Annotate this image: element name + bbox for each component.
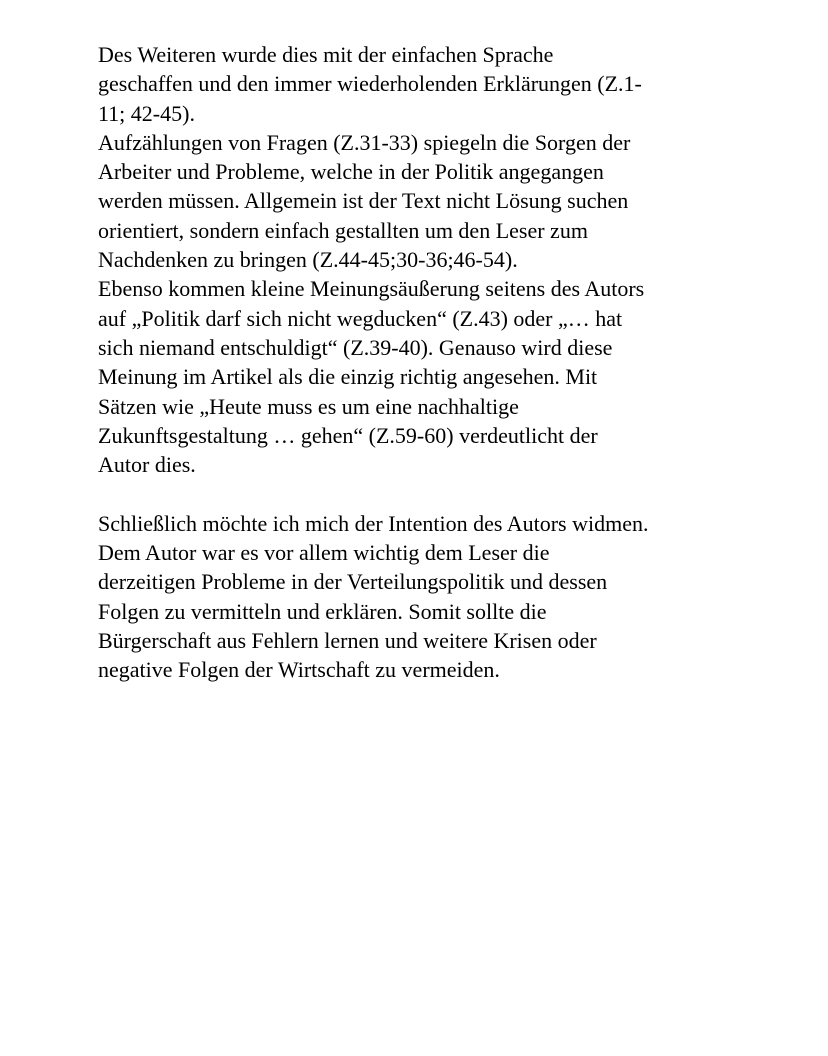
paragraph-spacer [98,479,778,508]
text-line: Folgen zu vermitteln und erklären. Somit sollte die [98,598,547,624]
text-line: sich niemand entschuldigt“ (Z.39-40). Genauso wird diese [98,334,613,360]
text-line: Dem Autor war es vor allem wichtig dem Leser die [98,540,550,566]
text-line: Zukunftsgestaltung … gehen“ (Z.59-60) verdeutlicht der [98,422,598,448]
paragraph-style-analysis [98,40,778,479]
text-line: orientiert, sondern einfach gestallten um den Leser zum [98,217,588,243]
text-line: werden müssen. Allgemein ist der Text nicht Lösung suchen [98,188,629,214]
text-line: Nachdenken zu bringen (Z.44-45;30-36;46-54). [98,247,518,273]
text-line: Autor dies. [98,452,196,478]
text-line: derzeitigen Probleme in der Verteilungspolitik und dessen [98,569,608,595]
text-line: 11; 42-45). [98,100,195,126]
document-page [98,40,778,685]
text-line: auf „Politik darf sich nicht wegducken“ (Z.43) oder „… hat [98,305,623,331]
text-line: negative Folgen der Wirtschaft zu vermeiden. [98,657,500,683]
text-line: Des Weiteren wurde dies mit der einfachen Sprache [98,42,554,67]
text-line: Bürgerschaft aus Fehlern lernen und weitere Krisen oder [98,627,597,653]
text-line: Ebenso kommen kleine Meinungsäußerung seitens des Autors [98,276,645,302]
text-line: Meinung im Artikel als die einzig richtig angesehen. Mit [98,364,598,390]
paragraph-author-intention [98,509,778,685]
text-line: Schließlich möchte ich mich der Intention des Autors widmen. [98,510,649,536]
text-line: Aufzählungen von Fragen (Z.31-33) spiegeln die Sorgen der [98,129,631,155]
text-line: geschaffen und den immer wiederholenden Erklärungen (Z.1- [98,71,642,97]
text-line: Sätzen wie „Heute muss es um eine nachhaltige [98,393,519,419]
text-line: Arbeiter und Probleme, welche in der Politik angegangen [98,159,604,185]
